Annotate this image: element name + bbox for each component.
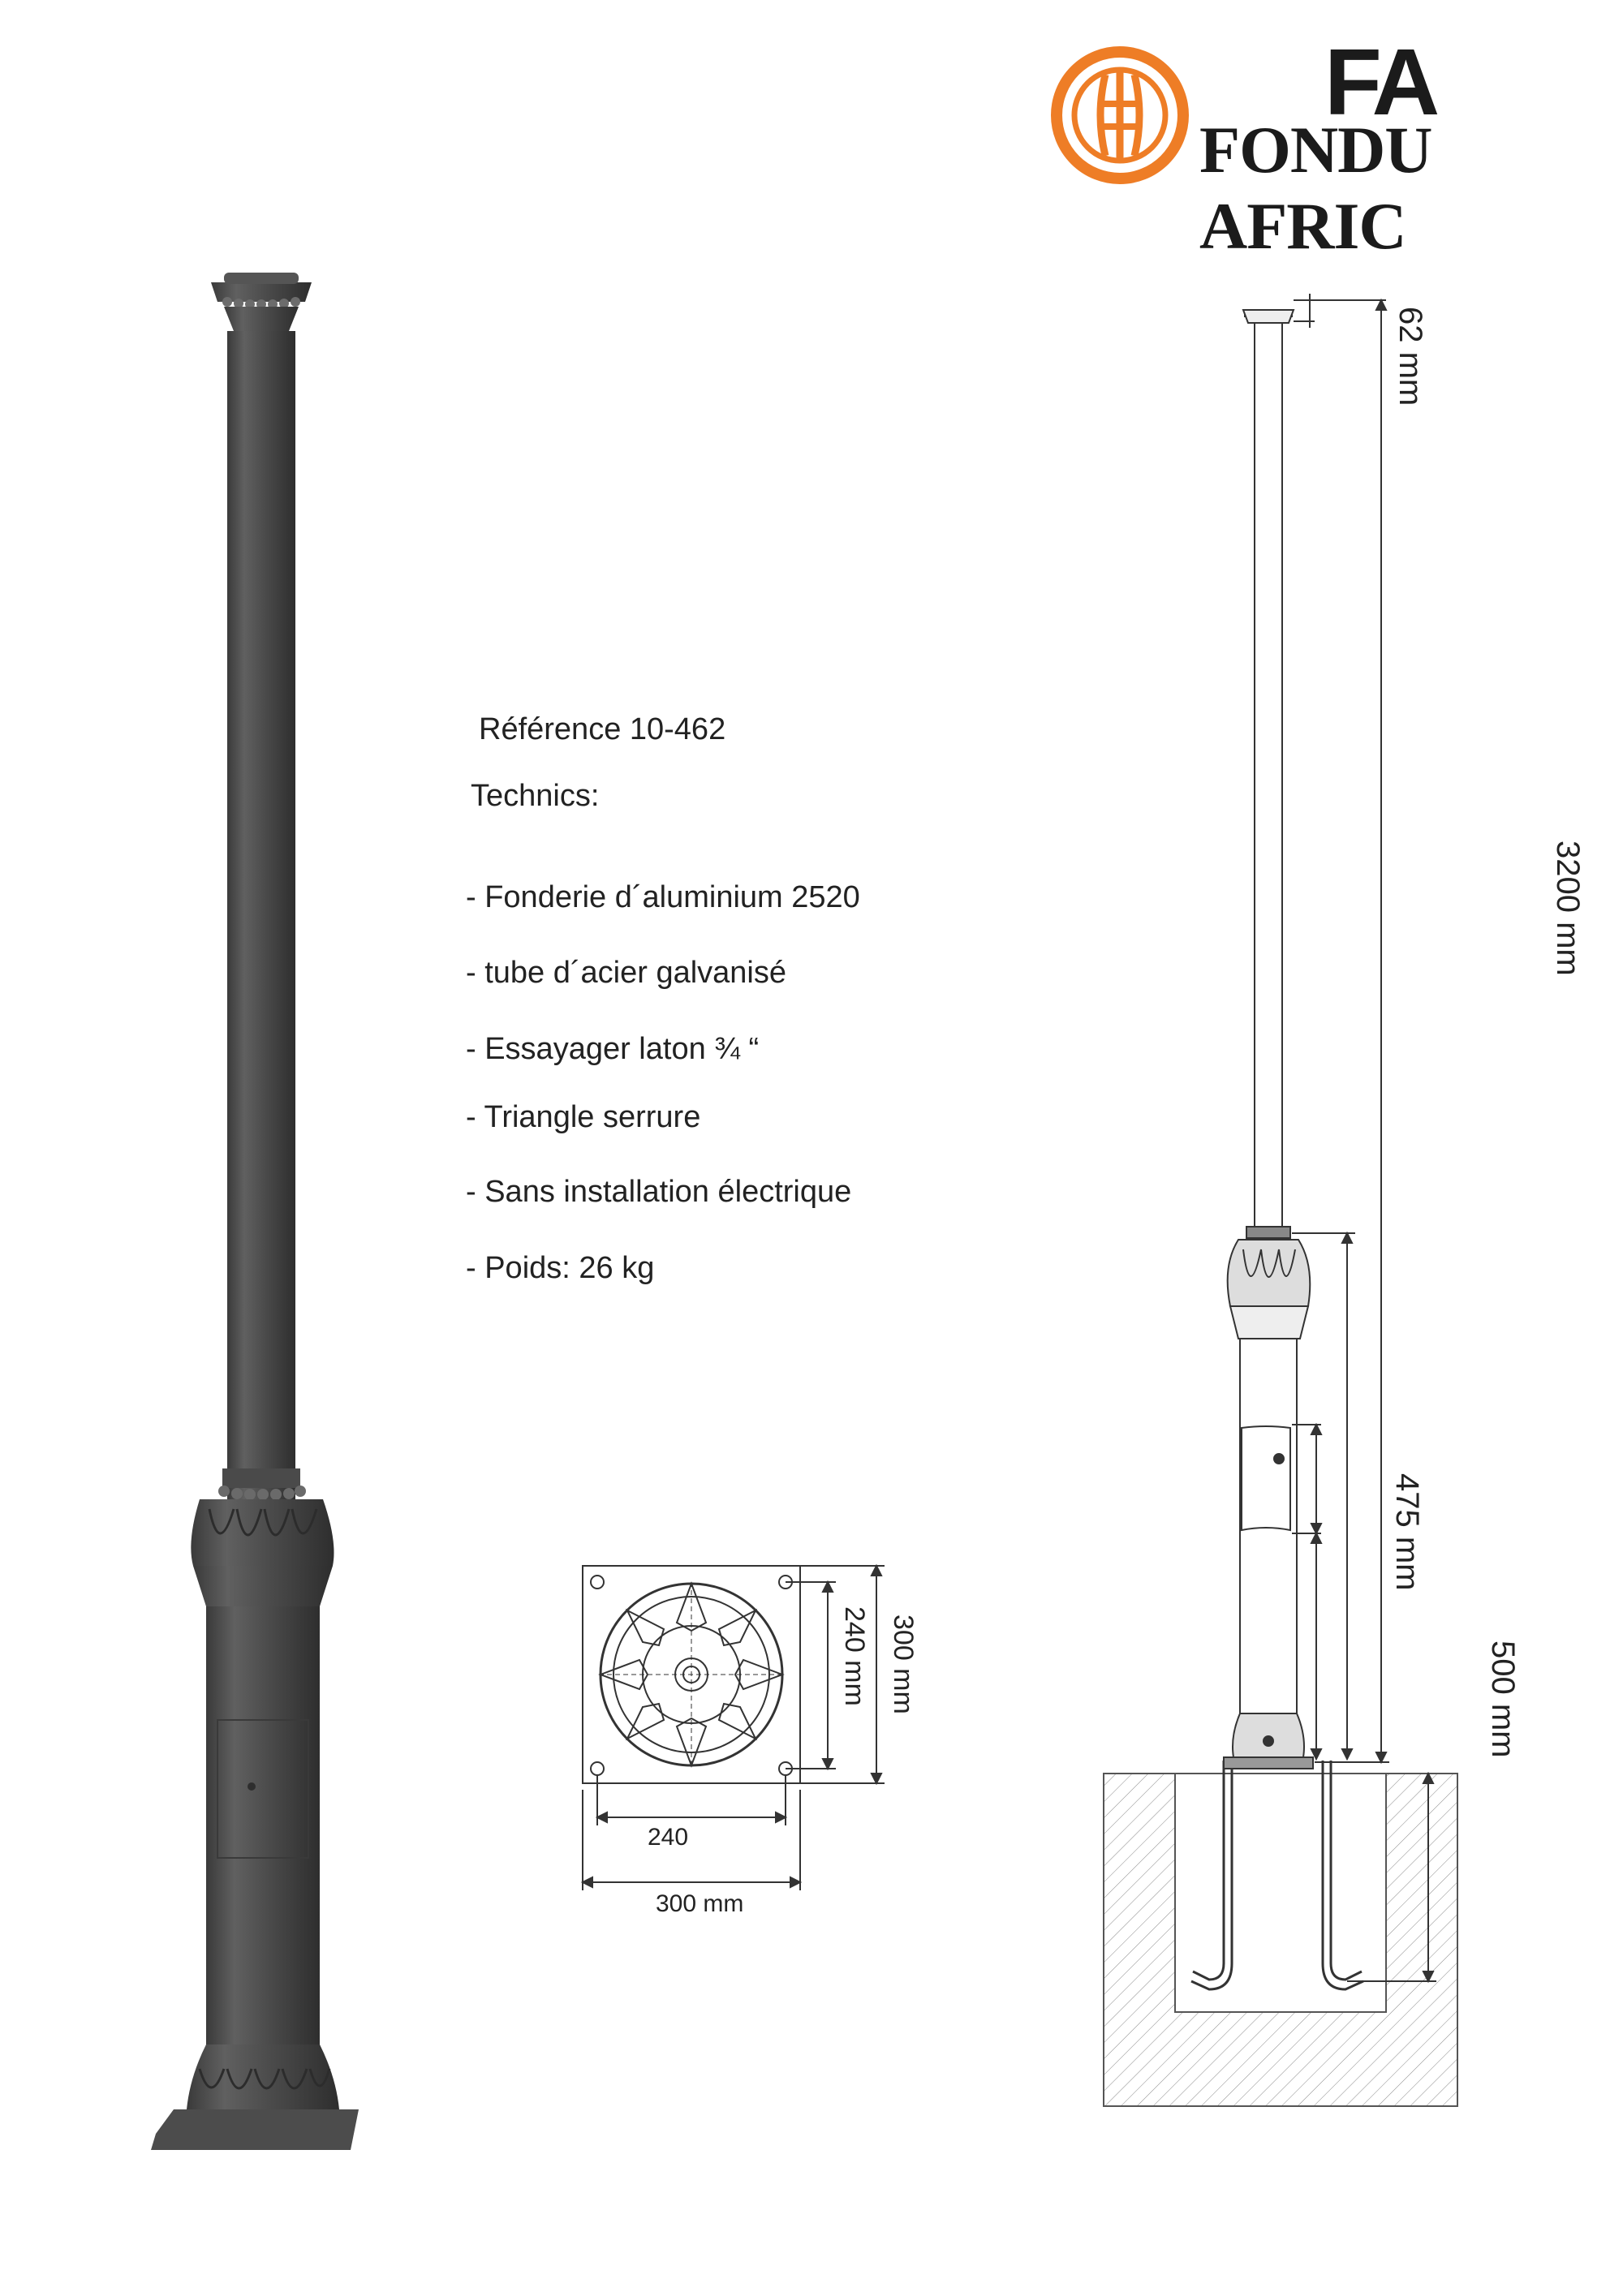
lamp-post-photo <box>146 268 390 2166</box>
logo-wordmark: FONDU AFRIC <box>1199 113 1432 263</box>
dim-label-total-height: 3200 mm <box>1550 841 1586 976</box>
spec-item: - Sans installation électrique <box>466 1175 852 1209</box>
dim-label-inner-width: 240 <box>648 1824 689 1851</box>
dim-label-top-cap: 62 mm <box>1393 307 1428 406</box>
product-reference: Référence 10-462 <box>479 712 726 746</box>
spec-item: - Essayager laton ¾ “ <box>466 1032 760 1066</box>
dim-label-outer-width: 300 mm <box>656 1890 744 1917</box>
spec-item: - Triangle serrure <box>466 1100 701 1134</box>
dim-label-outer-height: 300 mm <box>888 1615 919 1714</box>
dim-label-base-section: 500 mm <box>1485 1640 1521 1758</box>
logo-monogram: FA <box>1324 29 1436 135</box>
elevation-drawing <box>1087 292 1574 2109</box>
spec-item: - tube d´acier galvanisé <box>466 956 786 990</box>
logo-emblem-icon <box>1047 42 1193 188</box>
spec-item: - Poids: 26 kg <box>466 1251 655 1285</box>
dim-label-door-section: 475 mm <box>1389 1473 1425 1591</box>
spec-item: - Fonderie d´aluminium 2520 <box>466 880 860 914</box>
base-plate-drawing <box>568 1550 925 1939</box>
dim-label-inner-height: 240 mm <box>839 1606 870 1706</box>
technics-heading: Technics: <box>471 779 600 813</box>
